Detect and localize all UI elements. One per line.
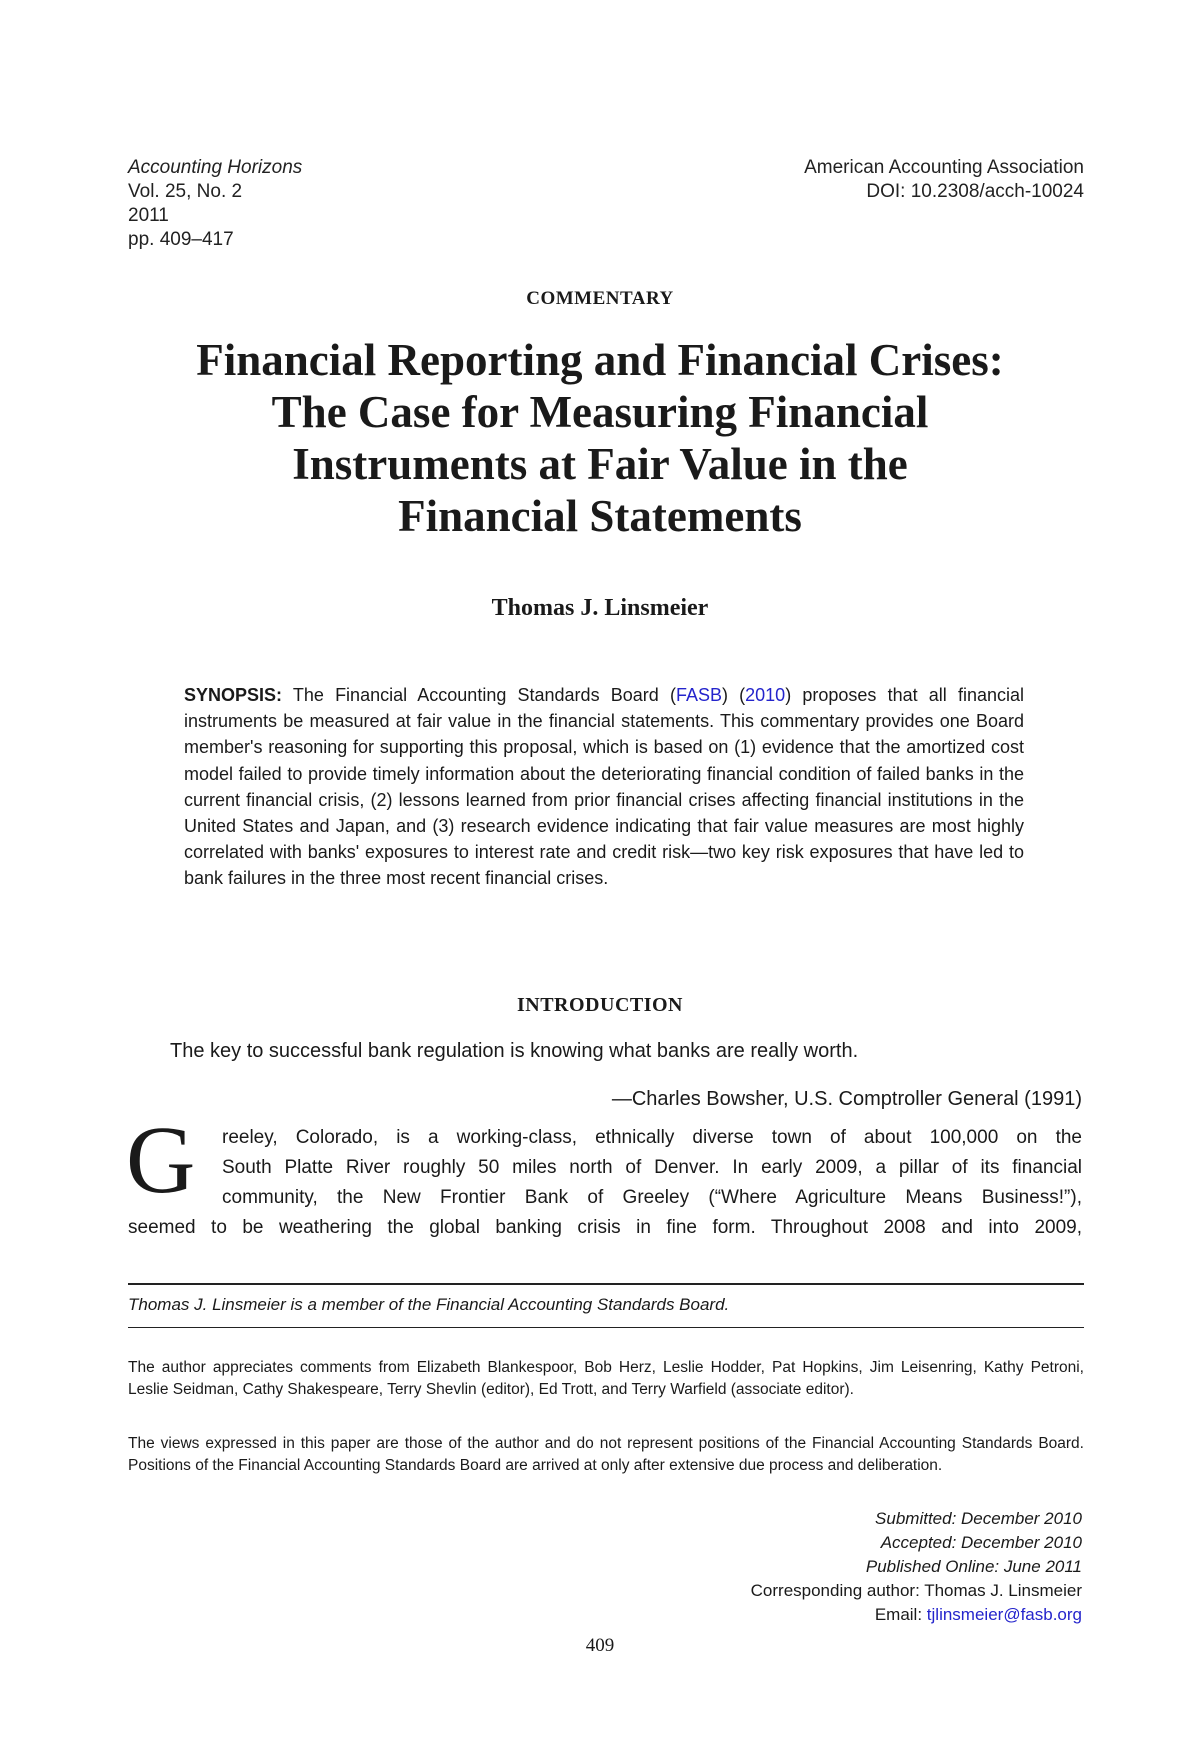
author-name: Thomas J. Linsmeier <box>491 595 709 621</box>
synopsis-label: SYNOPSIS: <box>184 685 283 705</box>
body-text-line: reeley, Colorado, is a working-class, ethnically diverse town of about 100,000 on the <box>222 1127 1082 1148</box>
body-text-line: seemed to be weathering the global banking crisis in fine form. Throughout 2008 and into 2009, <box>128 1217 1082 1238</box>
body-text-line: South Platte River roughly 50 miles north of Denver. In early 2009, a pillar of its financial <box>222 1157 1082 1178</box>
footnote-divider <box>128 1283 1084 1285</box>
published-date: Published Online: June 2011 <box>865 1557 1082 1576</box>
section-heading-introduction: INTRODUCTION <box>516 994 684 1016</box>
publisher-info <box>804 156 1084 204</box>
epigraph-attribution: —Charles Bowsher, U.S. Comptroller General (1991) <box>611 1088 1082 1110</box>
article-type: COMMENTARY <box>526 288 674 309</box>
email-line <box>751 1603 1082 1627</box>
corresponding-author: Corresponding author: Thomas J. Linsmeier <box>750 1581 1082 1600</box>
epigraph: The key to successful bank regulation is knowing what banks are really worth. <box>170 1040 859 1062</box>
year: 2011 <box>128 205 169 226</box>
email-link[interactable]: tjlinsmeier@fasb.org <box>926 1605 1082 1624</box>
email-label: Email: <box>874 1605 927 1624</box>
page-number: 409 <box>585 1635 615 1656</box>
journal-info <box>128 156 302 252</box>
synopsis-text: The Financial Accounting Standards Board ( <box>282 685 676 705</box>
page-range: pp. 409–417 <box>128 229 234 250</box>
synopsis-text: ) ( <box>721 685 746 705</box>
article-title <box>100 334 1100 542</box>
body-text-line: community, the New Frontier Bank of Greeley (“Where Agriculture Means Business!”), <box>222 1187 1082 1208</box>
publication-dates <box>751 1507 1082 1627</box>
citation-link-fasb[interactable]: FASB <box>675 685 722 705</box>
synopsis-text: ) proposes that all financial instruments be measured at fair value in the financial statements. This commentary provides one Board member's reasoning for supporting this proposal, which is based on (1) evidence that the amortized cost model failed to provide timely information about the deteriorating financial condition of failed banks in the current financial crisis, (2) lessons learned from prior financial crises affecting financial institutions in the United States and Japan, and (3) research evidence indicating that fair value measures are most highly correlated with banks' exposures to interest rate and credit risk—two key risk exposures that have led to bank failures in the three most recent financial crises. <box>184 685 1024 889</box>
synopsis <box>184 682 1024 892</box>
title-line: Financial Reporting and Financial Crises: <box>196 335 1004 385</box>
drop-cap: G <box>126 1106 196 1213</box>
doi: DOI: 10.2308/acch-10024 <box>866 181 1084 202</box>
volume-issue: Vol. 25, No. 2 <box>128 181 243 202</box>
author-affiliation: Thomas J. Linsmeier is a member of the Financial Accounting Standards Board. <box>128 1295 730 1314</box>
publisher: American Accounting Association <box>804 157 1084 178</box>
accepted-date: Accepted: December 2010 <box>880 1533 1082 1552</box>
footnote-divider <box>128 1327 1084 1328</box>
submitted-date: Submitted: December 2010 <box>875 1509 1082 1528</box>
title-line: The Case for Measuring Financial <box>271 387 929 437</box>
title-line: Instruments at Fair Value in the <box>292 439 908 489</box>
citation-link-year[interactable]: 2010 <box>745 685 786 705</box>
title-line: Financial Statements <box>398 491 802 541</box>
disclaimer: The views expressed in this paper are those of the author and do not represent positions of the Financial Accounting Standards Board. Positions of the Financial Accounting Standards Board are arrived at only after extensive due process and deliberation. <box>128 1435 1084 1474</box>
journal-name: Accounting Horizons <box>128 157 303 178</box>
acknowledgment: The author appreciates comments from Elizabeth Blankespoor, Bob Herz, Leslie Hodder, Pat Hopkins, Jim Leisenring, Kathy Petroni, Leslie Seidman, Cathy Shakespeare, Terry Shevlin (editor), Ed Trott, and Terry Warfield (associate editor). <box>128 1359 1084 1398</box>
